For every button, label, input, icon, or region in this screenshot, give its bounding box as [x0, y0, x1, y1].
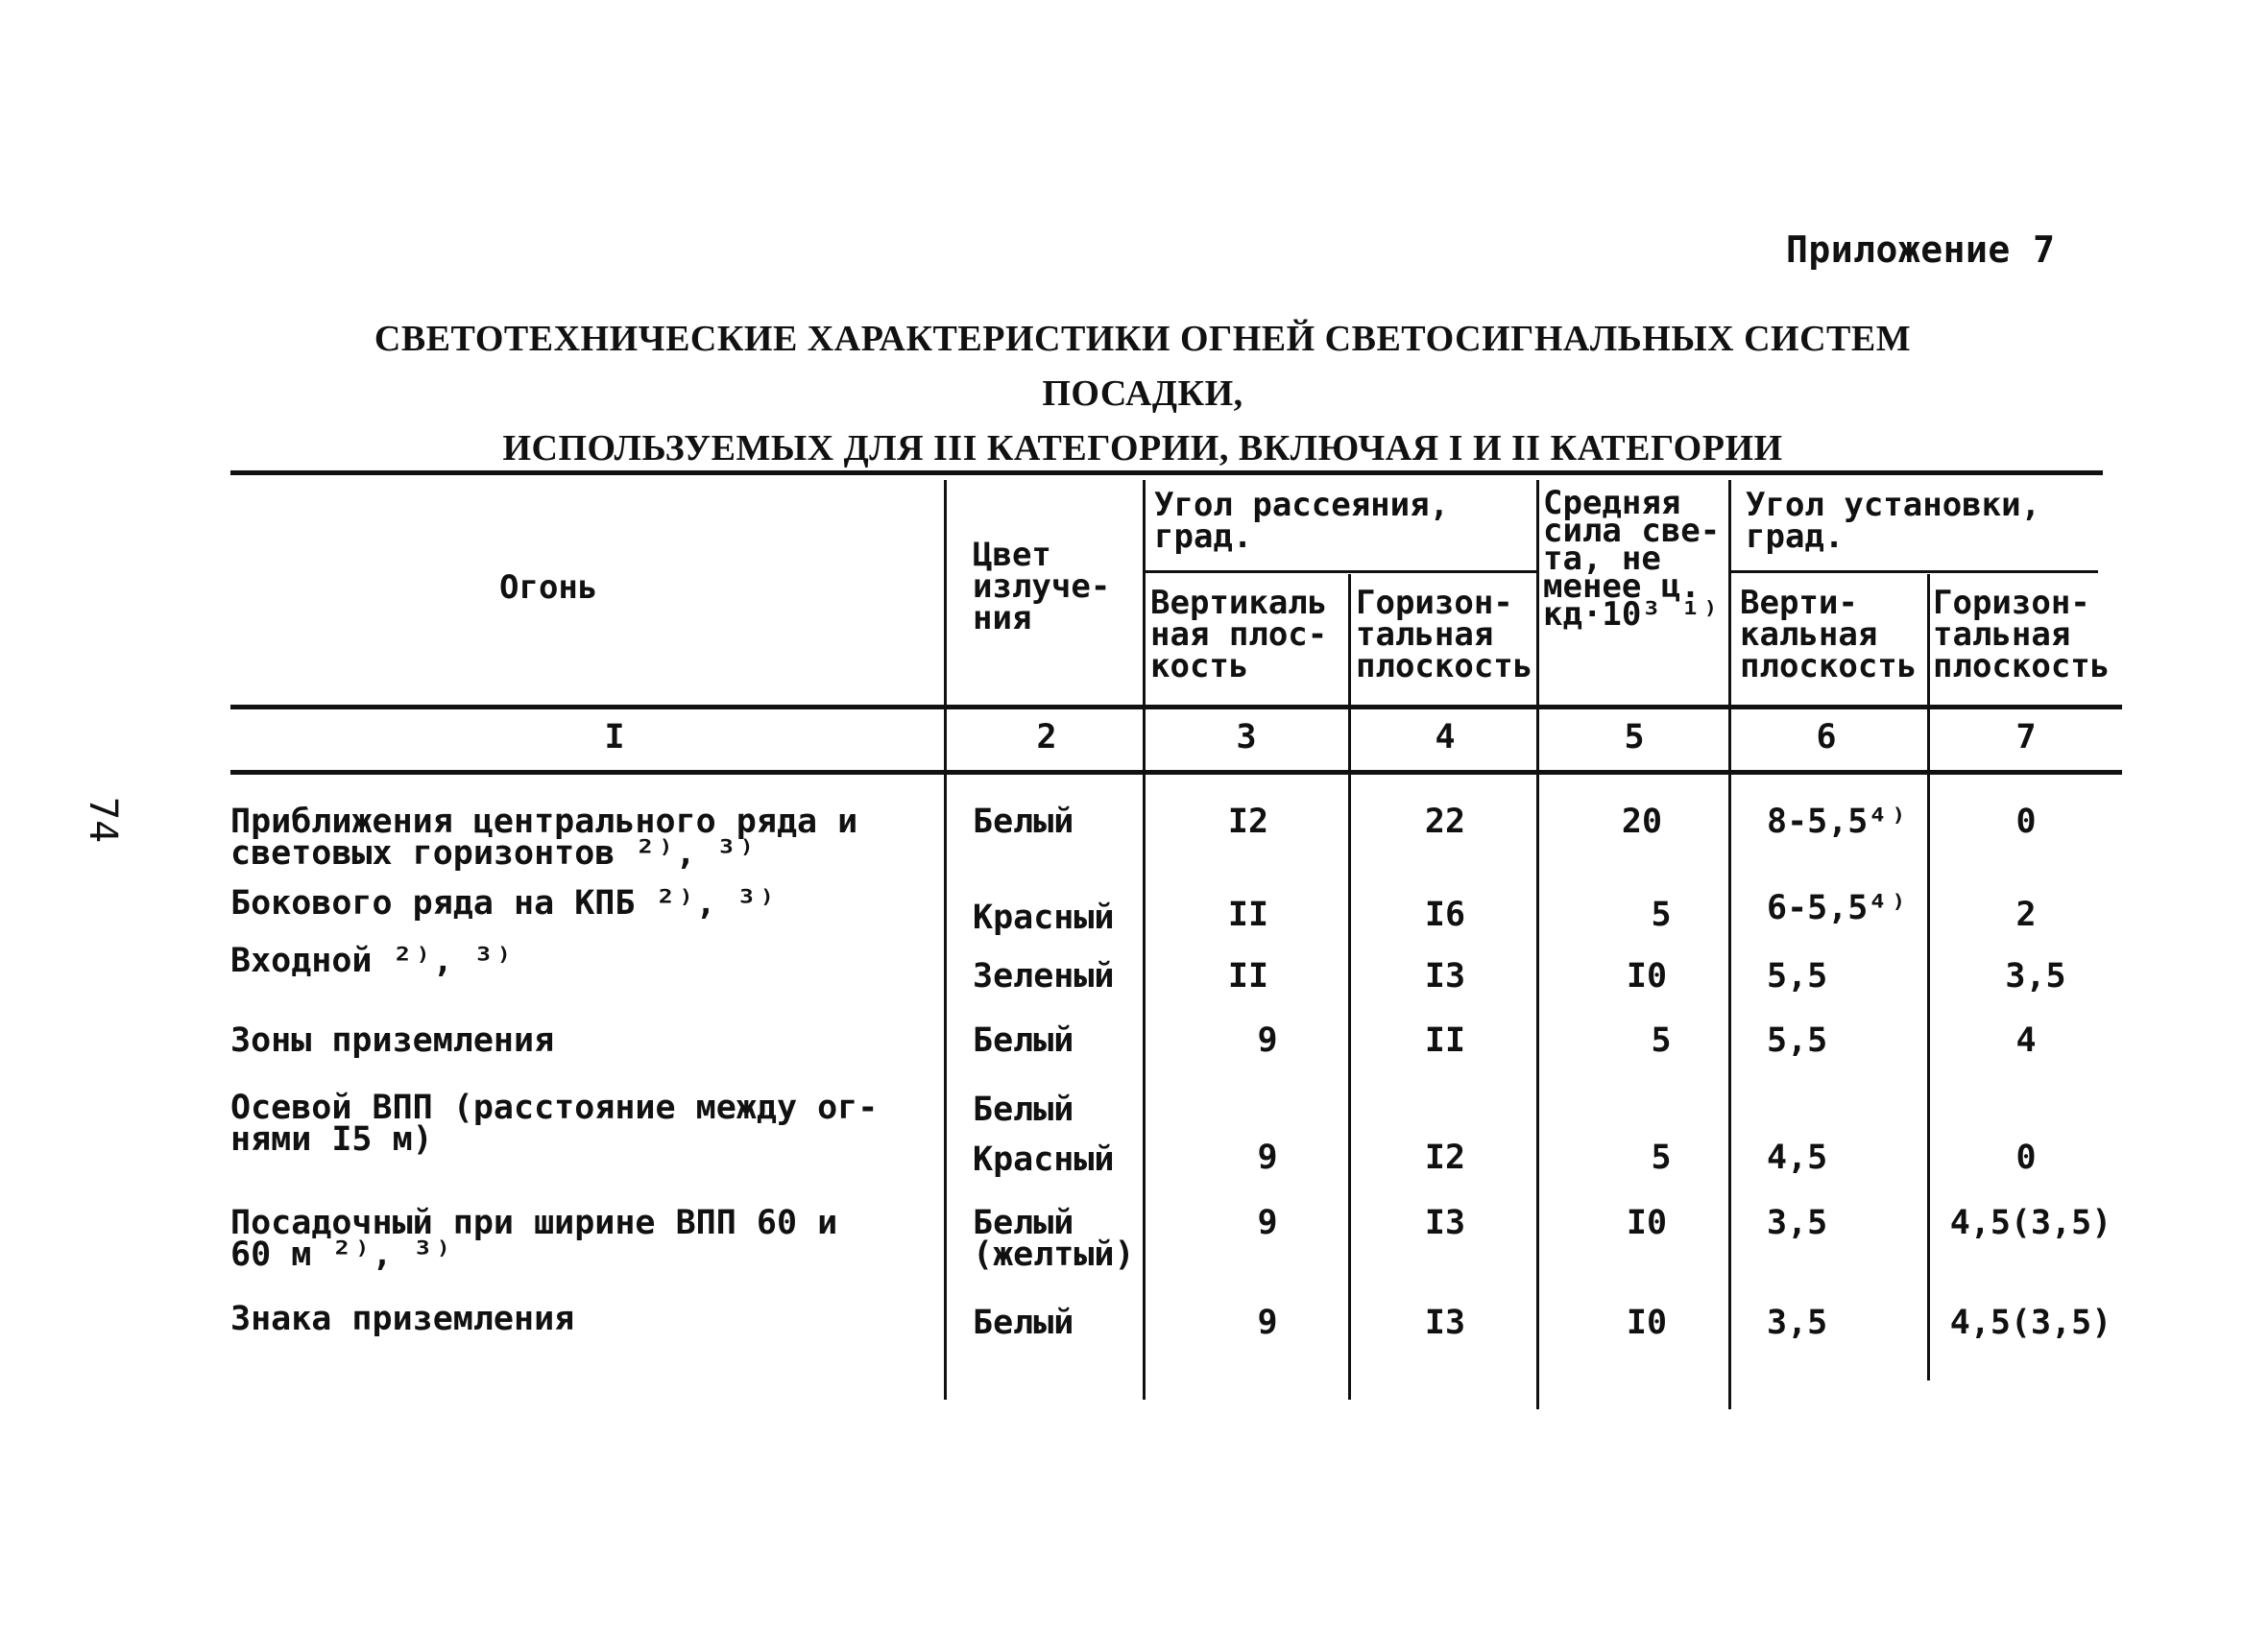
- row-vertical-setting: 8-5,5⁴⁾: [1767, 803, 1909, 841]
- scatter-group-rule: [1143, 570, 1536, 573]
- col-divider-3: [1348, 574, 1351, 1400]
- row-horizontal-setting: 2: [2015, 896, 2037, 934]
- row-vertical-setting: 3,5: [1767, 1204, 1828, 1242]
- row-horizontal-setting: 0: [2015, 1139, 2037, 1177]
- row-vertical-scatter: I2: [1227, 803, 1269, 841]
- column-number-5: 5: [1624, 718, 1645, 756]
- setting-group-rule: [1728, 570, 2098, 573]
- header-setting-vertical: Верти- кальная плоскость: [1740, 584, 1918, 685]
- row-vertical-scatter: 9: [1257, 1304, 1278, 1342]
- row-light: Бокового ряда на КПБ ²⁾, ³⁾: [230, 884, 777, 923]
- row-horizontal-scatter: I3: [1424, 1204, 1466, 1242]
- row-horizontal-scatter: I3: [1424, 1304, 1466, 1342]
- row-horizontal-setting: 4,5(3,5): [1949, 1304, 2112, 1342]
- row-horizontal-scatter: I2: [1424, 1139, 1466, 1177]
- col-divider-4: [1536, 480, 1539, 1409]
- row-light: Знака приземления: [230, 1300, 575, 1338]
- row-vertical-scatter: II: [1227, 896, 1269, 934]
- row-horizontal-setting: 4,5(3,5): [1949, 1204, 2112, 1242]
- row-vertical-setting: 5,5: [1767, 1021, 1828, 1060]
- row-horizontal-setting: 3,5: [2005, 957, 2066, 996]
- row-vertical-scatter: 9: [1257, 1021, 1278, 1060]
- header-setting-horizontal: Горизон- тальная плоскость: [1933, 584, 2111, 685]
- row-mean-intensity: 20: [1621, 803, 1663, 841]
- row-color: Красный: [973, 899, 1115, 937]
- row-light: Входной ²⁾, ³⁾: [230, 942, 515, 980]
- row-mean-intensity: I0: [1626, 1304, 1668, 1342]
- row-light: Посадочный при ширине ВПП 60 и 60 м ²⁾, ³⁾: [230, 1204, 838, 1274]
- row-color: Белый (желтый): [973, 1204, 1135, 1274]
- page-number: 74: [81, 797, 125, 844]
- row-vertical-setting: 3,5: [1767, 1304, 1828, 1342]
- header-mean-intensity: Средняя сила све- та, не менее ц. кд·10³ ¹⁾: [1543, 484, 1721, 634]
- appendix-label: Приложение 7: [1786, 228, 2056, 271]
- row-color: Белый: [973, 803, 1074, 841]
- row-light: Приближения центрального ряда и световых горизонтов ²⁾, ³⁾: [230, 803, 858, 873]
- row-color: Зеленый: [973, 957, 1115, 996]
- column-number-4: 4: [1435, 718, 1456, 756]
- row-vertical-setting: 4,5: [1767, 1139, 1828, 1177]
- title-line-2: ИСПОЛЬЗУЕМЫХ ДЛЯ III КАТЕГОРИИ, ВКЛЮЧАЯ I И II КАТЕГОРИИ: [502, 428, 1783, 468]
- col-divider-2: [1143, 480, 1146, 1400]
- column-number-1: I: [604, 718, 625, 756]
- col-divider-1: [944, 480, 947, 1400]
- row-color: Белый Красный: [973, 1091, 1115, 1179]
- header-bottom-rule: [230, 705, 2122, 709]
- column-number-7: 7: [2015, 718, 2037, 756]
- row-horizontal-scatter: II: [1424, 1021, 1466, 1060]
- table-top-rule: [230, 470, 2103, 475]
- header-light: Огонь: [499, 568, 598, 607]
- header-setting-angle: Угол установки, град.: [1746, 486, 2041, 556]
- numbers-bottom-rule: [230, 770, 2122, 775]
- row-light: Осевой ВПП (расстояние между ог- нями I5 м): [230, 1089, 879, 1159]
- column-number-6: 6: [1816, 718, 1837, 756]
- document-title: [288, 312, 1997, 476]
- row-mean-intensity: I0: [1626, 957, 1668, 996]
- col-divider-6: [1927, 574, 1930, 1380]
- column-number-2: 2: [1036, 718, 1057, 756]
- row-vertical-setting: 5,5: [1767, 957, 1828, 996]
- row-vertical-scatter: 9: [1257, 1204, 1278, 1242]
- row-horizontal-scatter: I3: [1424, 957, 1466, 996]
- row-light: Зоны приземления: [230, 1021, 555, 1060]
- row-mean-intensity: I0: [1626, 1204, 1668, 1242]
- title-line-1: СВЕТОТЕХНИЧЕСКИЕ ХАРАКТЕРИСТИКИ ОГНЕЙ СВЕТОСИГНАЛЬНЫХ СИСТЕМ ПОСАДКИ,: [374, 319, 1912, 414]
- header-scatter-horizontal: Горизон- тальная плоскость: [1356, 584, 1533, 685]
- row-horizontal-scatter: I6: [1424, 896, 1466, 934]
- row-vertical-scatter: II: [1227, 957, 1269, 996]
- row-color: Белый: [973, 1021, 1074, 1060]
- row-horizontal-setting: 0: [2015, 803, 2037, 841]
- row-mean-intensity: 5: [1651, 1139, 1672, 1177]
- row-color: Белый: [973, 1304, 1074, 1342]
- row-vertical-setting: 6-5,5⁴⁾: [1767, 889, 1909, 927]
- row-mean-intensity: 5: [1651, 896, 1672, 934]
- row-vertical-scatter: 9: [1257, 1139, 1278, 1177]
- header-scatter-vertical: Вертикаль ная плос- кость: [1150, 584, 1328, 685]
- row-horizontal-setting: 4: [2015, 1021, 2037, 1060]
- row-mean-intensity: 5: [1651, 1021, 1672, 1060]
- col-divider-5: [1728, 480, 1731, 1409]
- row-horizontal-scatter: 22: [1424, 803, 1466, 841]
- header-color: Цвет излуче- ния: [973, 536, 1111, 637]
- header-scatter-angle: Угол рассеяния, град.: [1154, 486, 1450, 556]
- column-number-3: 3: [1236, 718, 1257, 756]
